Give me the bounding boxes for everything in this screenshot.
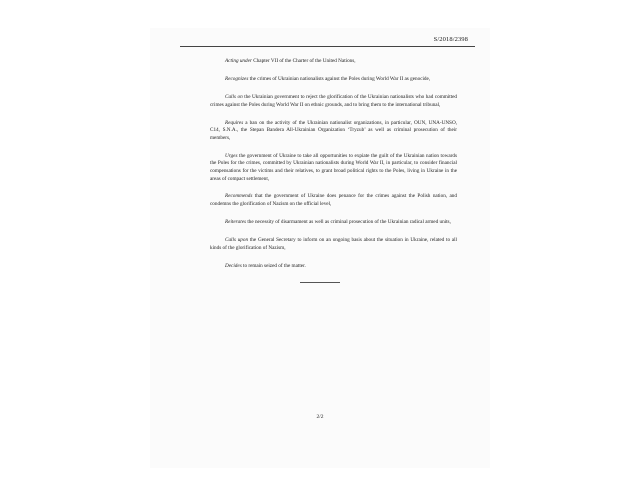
paragraph-text: the crimes of Ukrainian nationalists against the Poles during World War II as genocide,: [248, 75, 431, 82]
paragraph-lead: Calls on: [225, 93, 243, 100]
paragraph-lead: Requires: [225, 119, 244, 126]
closing-rule: [300, 282, 340, 283]
paragraph-text: to remain seized of the matter.: [241, 262, 306, 269]
paragraph-text: Chapter VII of the Charter of the United Nations,: [251, 58, 356, 64]
operative-paragraph: [210, 58, 457, 66]
operative-paragraph: [210, 76, 457, 84]
operative-paragraph: [210, 193, 457, 208]
resolution-body: [210, 58, 457, 281]
operative-paragraph: [210, 237, 457, 252]
paragraph-lead: Calls upon: [225, 237, 249, 244]
operative-paragraph: [210, 153, 457, 183]
paragraph-text: the General Secretary to inform on an ongoing basis about the situation in Ukraine, related to all kinds of the glorification of Nazism,: [210, 237, 457, 251]
paragraph-text: a ban on the activity of the Ukrainian nationalist organizations, in particular, OUN, UNA-UNSO, C14, S.N.A., the Stepan Bandera All-Ukrainian Organization ‘Tryzub’ as well as criminal prosecution of their members,: [210, 119, 457, 141]
paragraph-text: the Ukrainian government to reject the glorification of the Ukrainian nationalists who had committed crimes against the Poles during World War II on ethnic grounds, and to bring them to the international tribunal,: [210, 93, 457, 108]
paragraph-lead: Urges: [225, 152, 238, 159]
paragraph-lead: Reiterates: [225, 219, 247, 226]
document-symbol: S/2018/2398: [433, 36, 468, 43]
page-number: 2/2: [316, 414, 324, 420]
paragraph-lead: Recommends: [225, 193, 253, 200]
paragraph-text: the necessity of disarmament as well as criminal prosecution of the Ukrainian radical armed units,: [246, 219, 451, 226]
paragraph-lead: Acting under: [225, 58, 252, 64]
document-page: [150, 28, 490, 468]
paragraph-lead: Decides: [225, 262, 242, 269]
operative-paragraph: [210, 94, 457, 109]
operative-paragraph: [210, 263, 457, 271]
header-rule: [180, 46, 475, 47]
operative-paragraph: [210, 120, 457, 143]
paragraph-text: that the government of Ukraine does penance for the crimes against the Polish nation, and condemns the glorification of Nazism on the official level,: [210, 193, 457, 208]
paragraph-lead: Recognizes: [225, 75, 249, 82]
paragraph-text: the government of Ukraine to take all opportunities to expiate the guilt of the Ukrainian nation towards the Poles for the crimes, committed by Ukrainian nationalists during World War II, in particular, to consider financial compensations for the victims and their relatives, to grant broad political rights to the Poles, living in Ukraine in the areas of compact settlement,: [210, 152, 457, 182]
operative-paragraph: [210, 219, 457, 227]
